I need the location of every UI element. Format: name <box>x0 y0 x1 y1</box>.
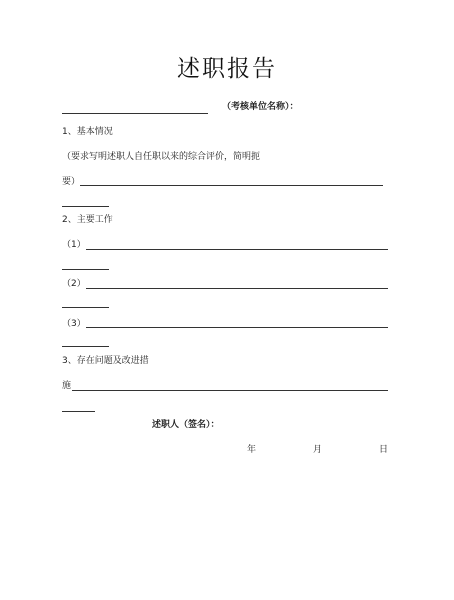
unit-name-label: （考核单位名称）： <box>222 102 299 112</box>
document-title: 述职报告 <box>177 56 277 82</box>
work-item-2-label: （2） <box>62 279 86 289</box>
date-month-label: 月 <box>313 445 323 455</box>
section3-heading-cont: 施 <box>62 381 72 391</box>
work-item-3-blank[interactable] <box>86 327 388 328</box>
section1-hint: （要求写明述职人自任职以来的综合评价，简明扼 <box>62 152 261 162</box>
section1-hint-cont: 要） <box>62 177 81 187</box>
section1-blank-line-1[interactable] <box>80 185 383 186</box>
work-item-3-label: （3） <box>62 319 86 329</box>
section3-heading: 3、存在问题及改进措 <box>62 356 149 366</box>
work-item-1-label: （1） <box>62 240 86 250</box>
work-item-2-blank[interactable] <box>86 288 388 289</box>
work-item-1-blank-cont[interactable] <box>62 269 109 270</box>
work-item-1-blank[interactable] <box>86 249 388 250</box>
section1-blank-line-2[interactable] <box>62 206 109 207</box>
signer-label: 述职人（签名）： <box>152 420 220 430</box>
section3-blank-line-2[interactable] <box>62 411 95 412</box>
date-day-label: 日 <box>379 445 389 455</box>
work-item-2-blank-cont[interactable] <box>62 307 109 308</box>
unit-name-blank[interactable] <box>62 113 208 114</box>
section1-heading: 1、基本情况 <box>62 127 113 137</box>
work-item-3-blank-cont[interactable] <box>62 346 109 347</box>
section2-heading: 2、主要工作 <box>62 215 113 225</box>
section3-blank-line-1[interactable] <box>72 390 388 391</box>
date-year-label: 年 <box>247 445 257 455</box>
